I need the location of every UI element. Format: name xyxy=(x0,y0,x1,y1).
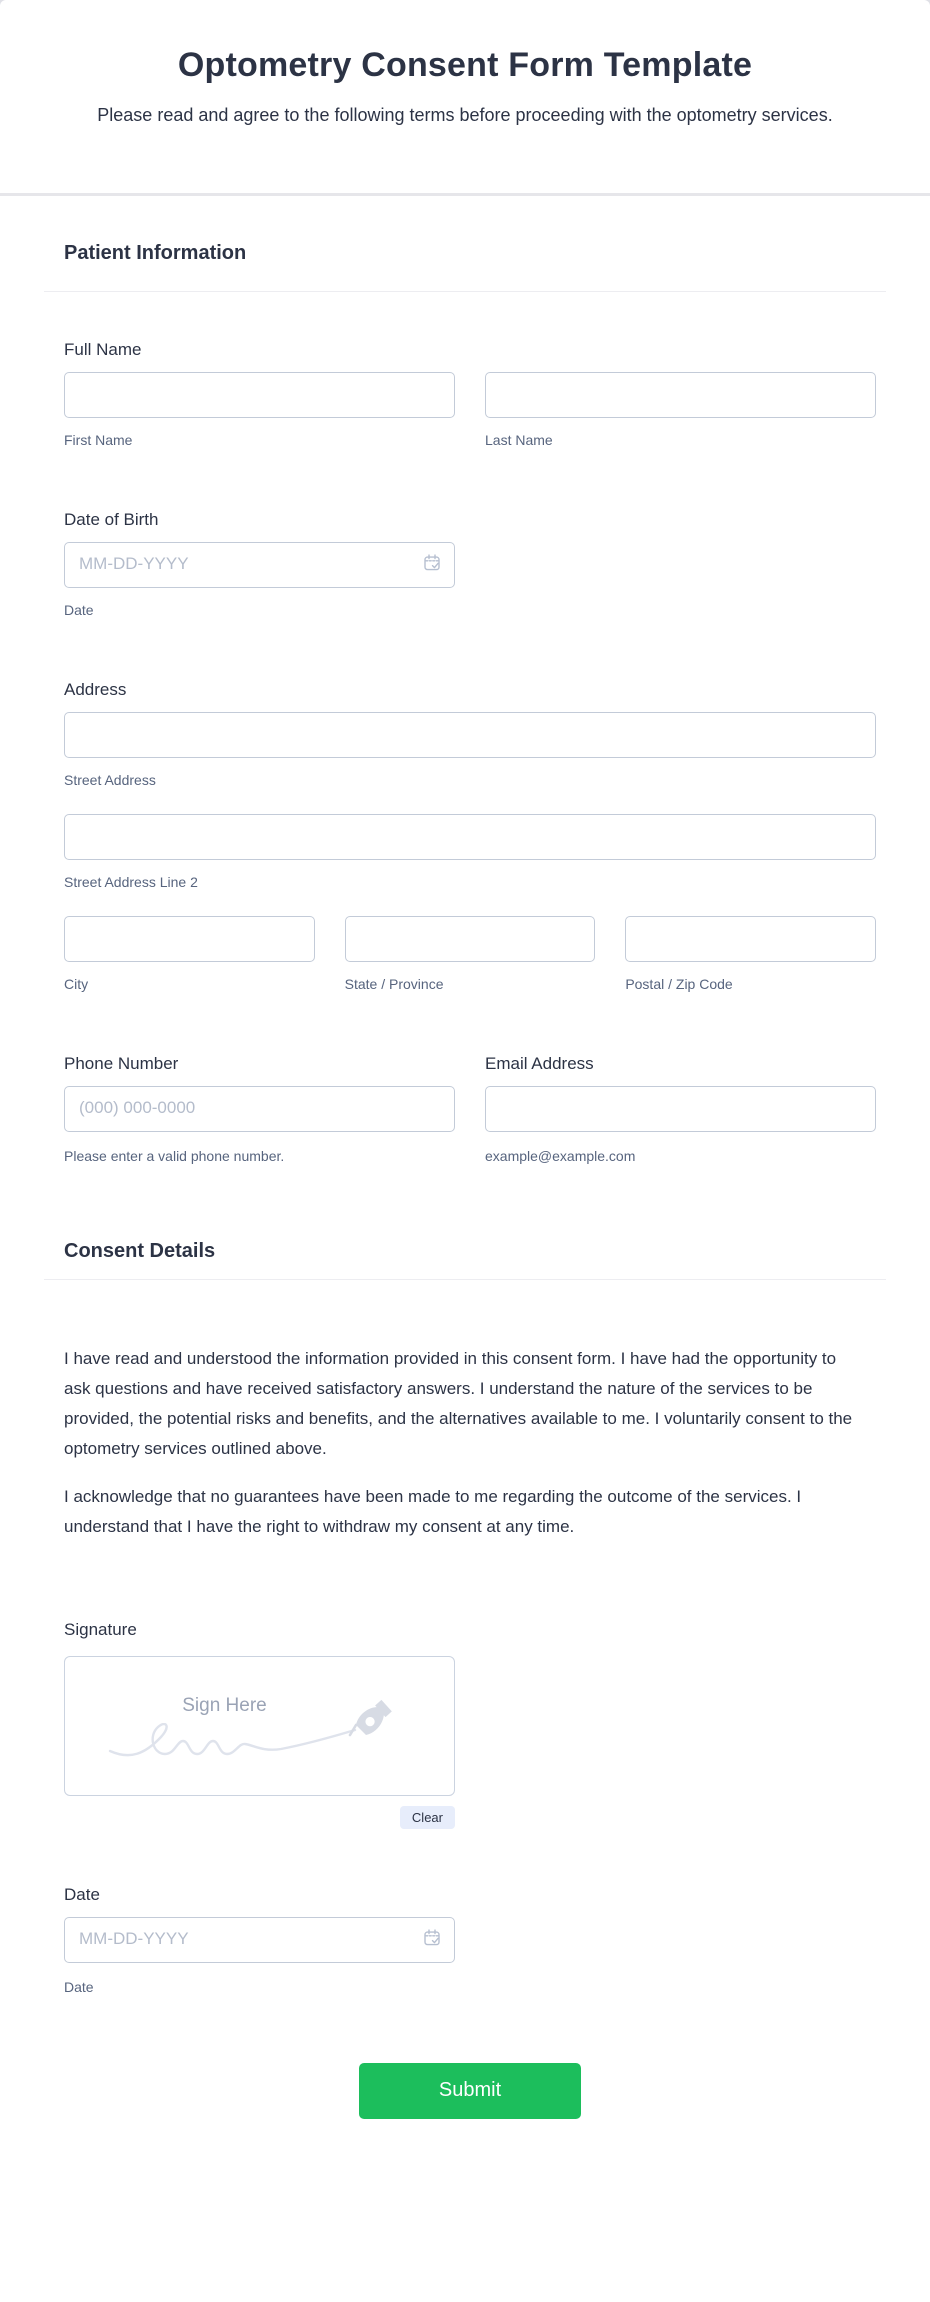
date-of-birth-input[interactable] xyxy=(64,542,455,588)
first-name-input[interactable] xyxy=(64,372,455,418)
field-phone-email-row xyxy=(64,1054,876,1164)
signature-label: Signature xyxy=(64,1619,137,1639)
phone-helper-text: Please enter a valid phone number. xyxy=(64,1147,285,1164)
state-province-sublabel: State / Province xyxy=(344,975,444,992)
section-divider xyxy=(44,291,886,292)
last-name-input[interactable] xyxy=(485,372,876,418)
submit-button[interactable]: Submit xyxy=(359,2063,581,2119)
street-address-line2-sublabel: Street Address Line 2 xyxy=(64,873,198,890)
sign-here-text: Sign Here xyxy=(182,1694,267,1716)
date-of-birth-sublabel: Date xyxy=(64,601,94,618)
section-heading-consent-details: Consent Details xyxy=(64,1239,216,1262)
postal-zip-input[interactable] xyxy=(625,916,876,962)
city-input[interactable] xyxy=(64,916,315,962)
field-email-address xyxy=(485,1054,876,1164)
section-heading-patient-information: Patient Information xyxy=(64,241,247,264)
clear-signature-button[interactable]: Clear xyxy=(400,1806,455,1829)
field-date xyxy=(64,1885,876,1995)
field-phone-number xyxy=(64,1054,455,1164)
postal-zip-sublabel: Postal / Zip Code xyxy=(625,975,733,992)
date-label: Date xyxy=(64,1884,100,1904)
phone-number-label: Phone Number xyxy=(64,1053,179,1073)
first-name-sublabel: First Name xyxy=(64,431,133,448)
email-address-input[interactable] xyxy=(485,1086,876,1132)
date-input[interactable] xyxy=(64,1917,455,1963)
phone-number-input[interactable] xyxy=(64,1086,455,1132)
signature-pad[interactable] xyxy=(64,1656,455,1796)
form-header xyxy=(0,0,930,196)
field-full-name xyxy=(64,340,876,448)
field-address xyxy=(64,680,876,992)
field-date-of-birth xyxy=(64,510,876,618)
page-subtitle: Please read and agree to the following terms before proceeding with the optometry services. xyxy=(97,105,833,125)
signature-scribble-icon xyxy=(105,1723,357,1761)
street-address-line2-input[interactable] xyxy=(64,814,876,860)
date-of-birth-label: Date of Birth xyxy=(64,509,159,529)
date-sublabel: Date xyxy=(64,1978,94,1995)
email-helper-text: example@example.com xyxy=(485,1147,636,1164)
address-label: Address xyxy=(64,679,127,699)
full-name-label: Full Name xyxy=(64,339,142,359)
street-address-sublabel: Street Address xyxy=(64,771,156,788)
field-signature xyxy=(64,1620,876,1829)
consent-paragraph-1: I have read and understood the information provided in this consent form. I have had the opportunity to ask questions and have received satisfactory answers. I understand the nature of the services to be provided, the potential risks and benefits, and the alternatives available to me. I voluntarily consent to the optometry services outlined above. xyxy=(64,1348,853,1458)
state-province-input[interactable] xyxy=(345,916,596,962)
form-body xyxy=(0,196,930,2302)
street-address-input[interactable] xyxy=(64,712,876,758)
email-address-label: Email Address xyxy=(485,1053,594,1073)
page-title: Optometry Consent Form Template xyxy=(177,46,753,84)
consent-paragraph-2: I acknowledge that no guarantees have been made to me regarding the outcome of the services. I understand that I have the right to withdraw my consent at any time. xyxy=(64,1486,802,1536)
last-name-sublabel: Last Name xyxy=(485,431,553,448)
city-sublabel: City xyxy=(64,975,89,992)
calendar-icon[interactable] xyxy=(422,552,442,572)
calendar-icon[interactable] xyxy=(422,1927,442,1947)
section-divider xyxy=(44,1279,886,1280)
pen-nib-icon xyxy=(348,1691,398,1743)
submit-row xyxy=(64,2063,876,2119)
